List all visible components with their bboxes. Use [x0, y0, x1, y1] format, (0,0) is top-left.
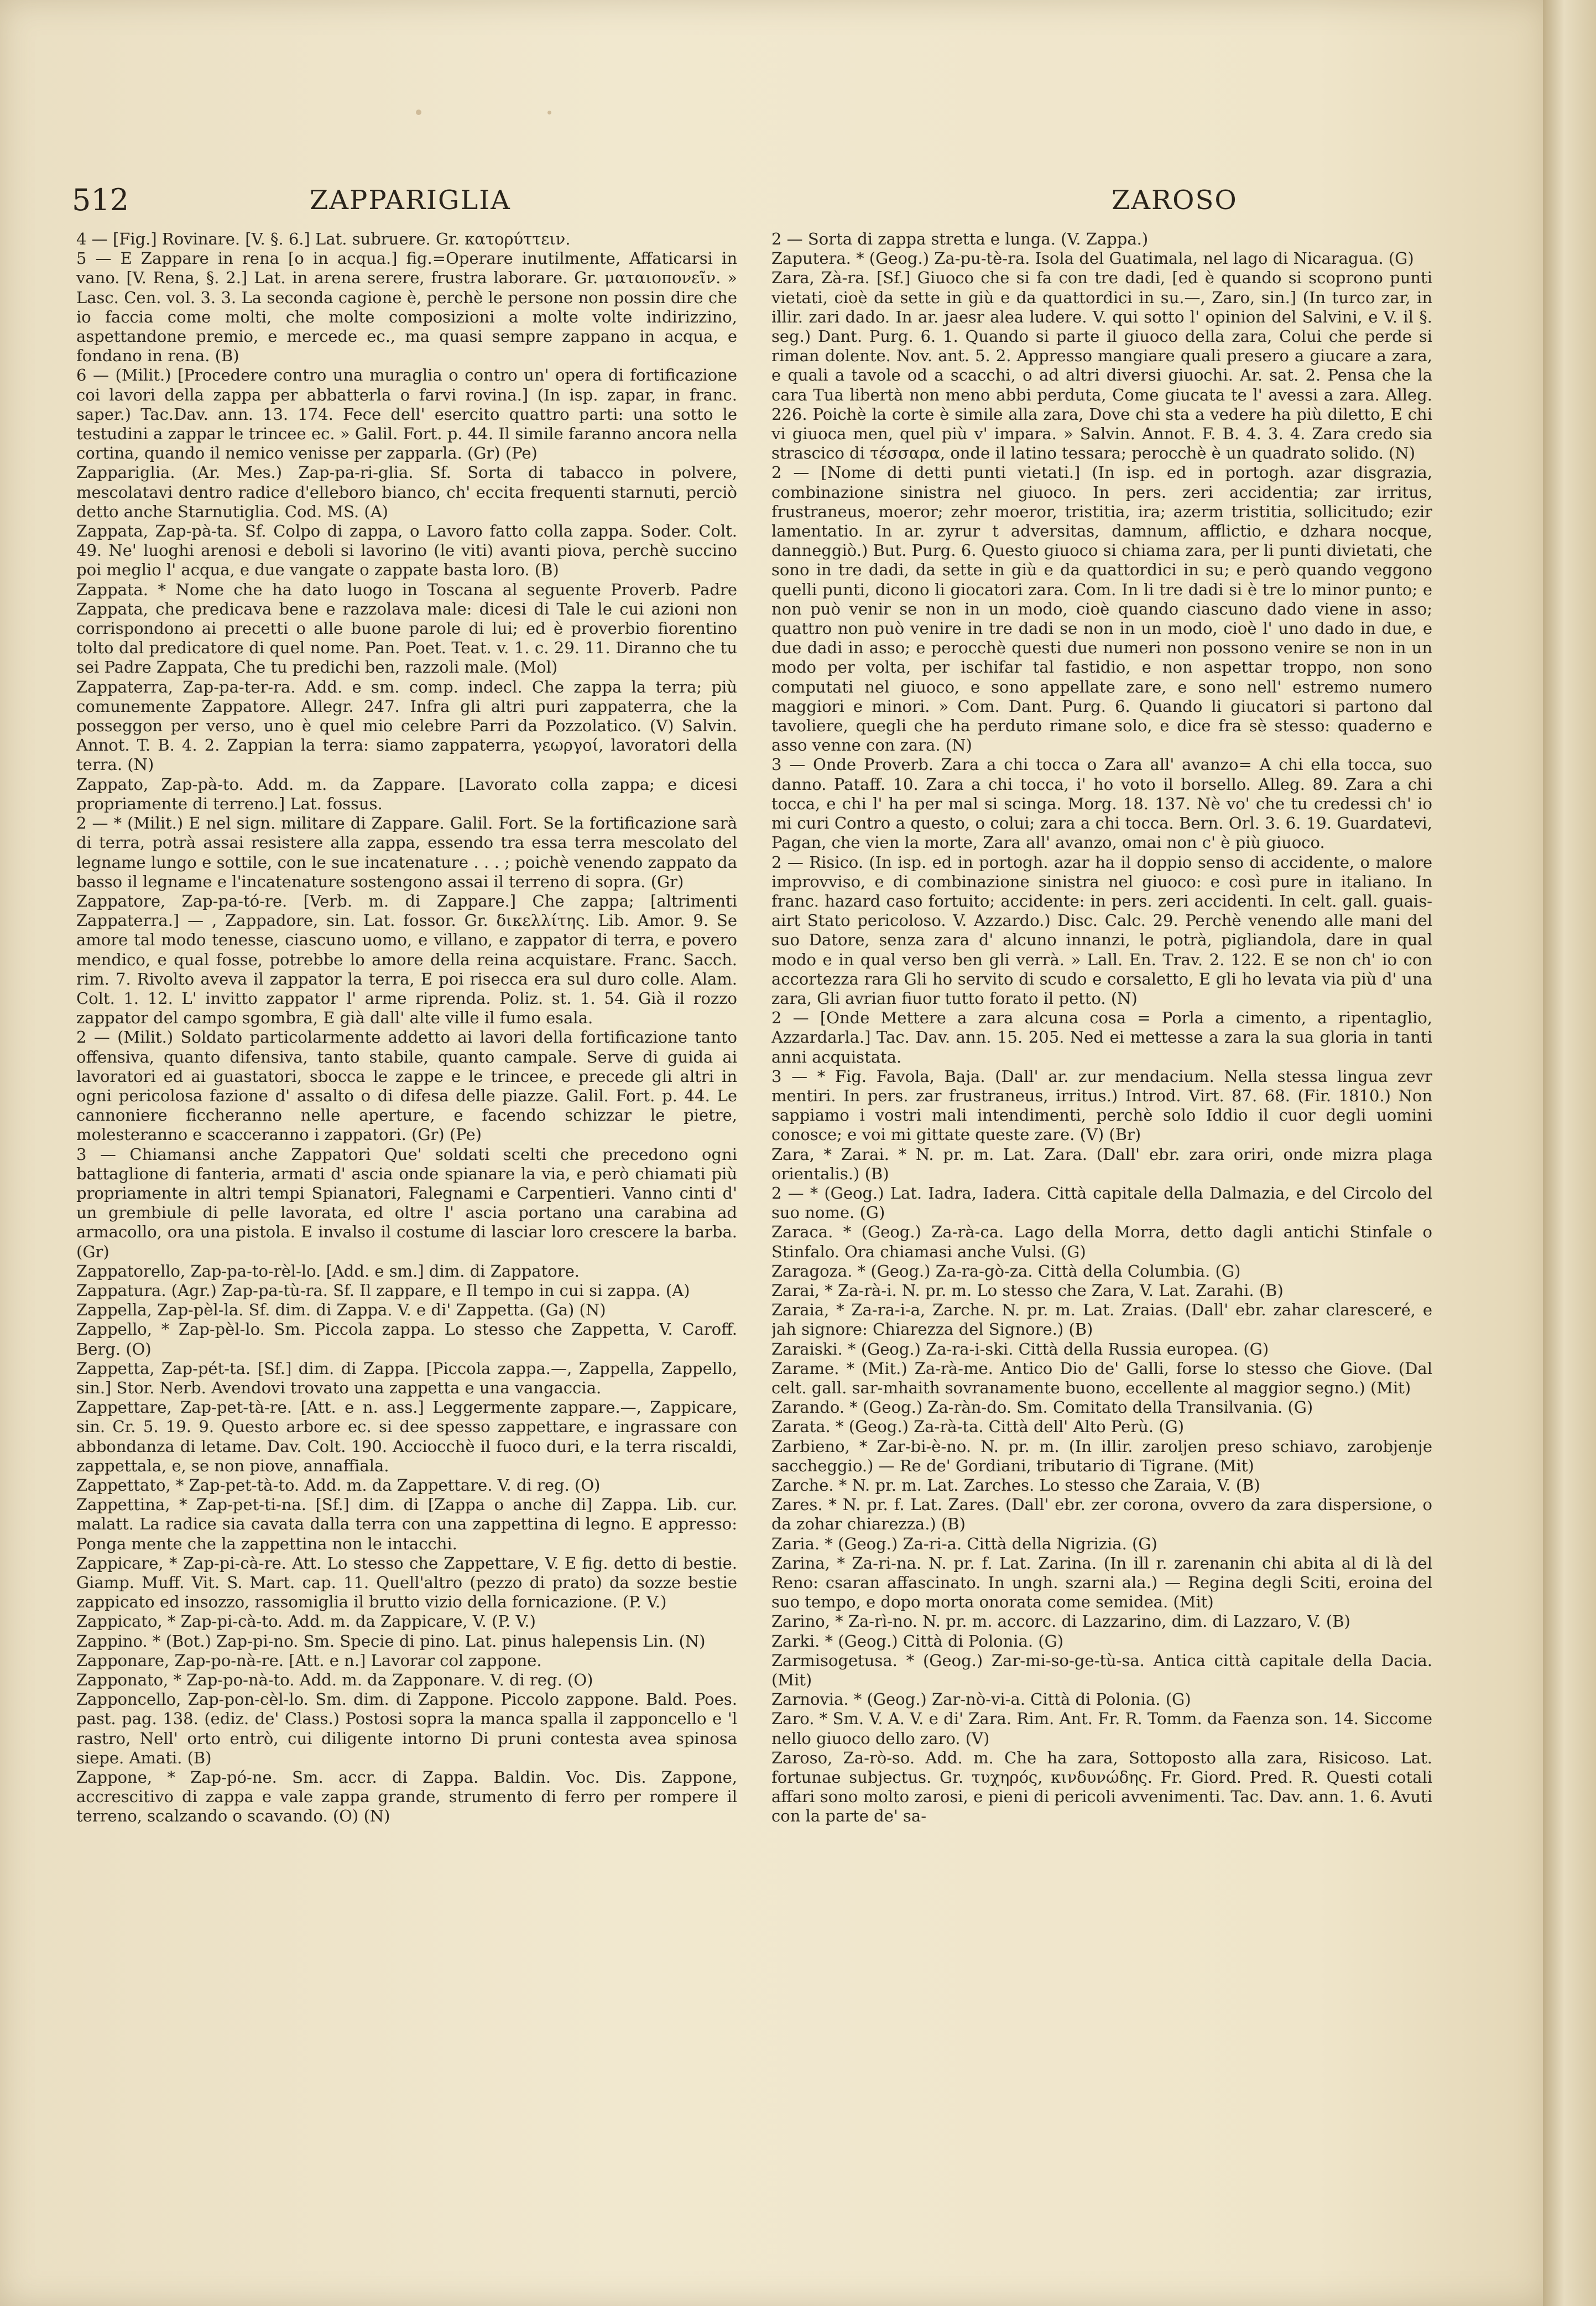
entry: 2 — Sorta di zappa stretta e lunga. (V. Zappa.) — [771, 230, 1149, 248]
entry: 6 — (Milit.) [Procedere contro una muraglia o contro un' opera di fortificazione coi lavori della zappa per abbatterla o farvi rovina.] (In isp. zapar, in franc. saper.) Tac.Dav. ann. 13. 174. Fece dell' esercito quattro parti: una sotto le testudini a zappar le trincee ec. » Galil. Fort. p. 44. Il simile faranno ancora nella cortina, quando il nemico venisse per zapparla. (Gr) (Pe) — [76, 366, 737, 463]
entry: Zappata, Zap-pà-ta. Sf. Colpo di zappa, o Lavoro fatto colla zappa. Soder. Colt. 49. Ne' luoghi arenosi e deboli si lavorino (le viti) avanti piova, perchè succino poi meglio l' acqua, e due vangate o zappate basta loro. (B) — [76, 522, 737, 580]
running-head-right: ZAROSO — [1112, 185, 1238, 216]
entry: 3 — Onde Proverb. Zara a chi tocca o Zara all' avanzo= A chi ella tocca, suo danno. Pataff. 10. Zara a chi tocca, i' ho voto il borsello. Alleg. 89. Zara a chi tocca, e chi l' ha per mal si scinga. Morg. 18. 137. Nè vo' che tu credessi ch' io mi curi Contro a questo, o colui; zara a chi tocca. Bern. Orl. 3. 6. 19. Guardatevi, Pagan, che vien la morte, Zara all' avanzo, omai non c' è più giuoco. — [771, 755, 1432, 852]
entry: Zappaterra, Zap-pa-ter-ra. Add. e sm. comp. indecl. Che zappa la terra; più comunemente Zappatore. Allegr. 247. Infra gli altri puri zappaterra, che la posseggon per verso, uno è quel mio celebre Parri da Pozzolatico. (V) Salvin. Annot. T. B. 4. 2. Zappian la terra: siamo zappaterra, γεωργοί, lavoratori della terra. (N) — [76, 677, 737, 774]
entry: Zapponcello, Zap-pon-cèl-lo. Sm. dim. di Zappone. Piccolo zappone. Bald. Poes. past. pag. 138. (ediz. de' Class.) Postosi sopra la manca spalla il zapponcello e 'l rastro, Nell' orto entrò, cui diligente intorno Di pruni contesta avea spinosa siepe. Amati. (B) — [76, 1690, 737, 1767]
entry: Zaraia, * Za-ra-i-a, Zarche. N. pr. m. Lat. Zraias. (Dall' ebr. zahar claresceré, e jah signore: Chiarezza del Signore.) (B) — [771, 1300, 1432, 1339]
entry: Zarame. * (Mit.) Za-rà-me. Antico Dio de' Galli, forse lo stesso che Giove. (Dal celt. gall. sar-mhaith sovranamente buono, eccellente al maggior segno.) (Mit) — [771, 1358, 1432, 1397]
entry: Zappicare, * Zap-pi-cà-re. Att. Lo stesso che Zappettare, V. E fig. detto di bestie. Giamp. Muff. Vit. S. Mart. cap. 11. Quell'altro (pezzo di prato) da sozze bestie zappicato ed insozzo, rassomiglia il brutto vizio della fornicazione. (P. V.) — [76, 1553, 737, 1612]
entry: 2 — (Milit.) Soldato particolarmente addetto ai lavori della fortificazione tanto offensiva, quanto difensiva, tanto stabile, quanto campale. Serve di guida ai lavoratori ed ai guastatori, sbocca le zappe e le trincee, e precede gli altri in ogni pericolosa fazione d' assalto o di difesa delle piazze. Galil. Fort. p. 44. Le cannoniere ficcheranno nelle aperture, e facendo schizzar le pietre, molesteranno e scacceranno i zappatori. (Gr) (Pe) — [76, 1028, 737, 1144]
entry: Zares. * N. pr. f. Lat. Zares. (Dall' ebr. zer corona, ovvero da zara dispersione, o da zohar chiarezza.) (B) — [771, 1495, 1432, 1534]
entry: Zarmisogetusa. * (Geog.) Zar-mi-so-ge-tù-sa. Antica città capitale della Dacia. (Mit) — [771, 1651, 1432, 1690]
entry: Zappatorello, Zap-pa-to-rèl-lo. [Add. e sm.] dim. di Zappatore. — [76, 1261, 580, 1280]
entry: Zarche. * N. pr. m. Lat. Zarches. Lo stesso che Zaraia, V. (B) — [771, 1476, 1260, 1495]
entry: Zarnovia. * (Geog.) Zar-nò-vi-a. Città di Polonia. (G) — [771, 1690, 1191, 1709]
entry: Zaroso, Za-rò-so. Add. m. Che ha zara, Sottoposto alla zara, Risicoso. Lat. fortunae subjectus. Gr. τυχηρός, κινδυνώδης. Fr. Giord. Pred. R. Questi cotali affari sono molto zarosi, e pieni di pericoli avvenimenti. Tac. Dav. ann. 1. 6. Avuti con la parte de' sa- — [771, 1748, 1432, 1826]
entry: 3 — Chiamansi anche Zappatori Que' soldati scelti che precedono ogni battaglione di fanteria, armati d' ascia onde spianare la via, e però chiamati più propriamente in altri tempi Spianatori, Falegnami e Carpentieri. Vanno cinti d' un grembiule di pelle lavorata, ed oltre l' ascia portano una carabina ad armacollo, ora una pistola. E invalso il costume di lasciar loro crescere la barba. (Gr) — [76, 1144, 737, 1261]
entry: 2 — Risico. (In isp. ed in portogh. azar ha il doppio senso di accidente, o malore improvviso, e di combinazione sinistra nel giuoco: e così pure in italiano. In franc. hazard caso fortuito; accidente: in pers. zeri accidenti. In celt. gall. guais-airt Stato pericoloso. V. Azzardo.) Disc. Calc. 29. Perchè venendo alle mani del suo Datore, senza zara d' alcuno innanzi, le potrà, pigliandola, dare in qual modo e in qual verso ben gli verrà. » Lall. En. Trav. 2. 122. E se non ch' io con accortezza rara Gli ho servito di scudo e corsaletto, E gli ho levata via più d' una zara, Gli avrian fiuor tutto forato il petto. (N) — [771, 852, 1432, 1008]
adjacent-page-edge — [1543, 0, 1596, 2306]
entry: Zappone, * Zap-pó-ne. Sm. accr. di Zappa. Baldin. Voc. Dis. Zappone, accrescitivo di zappa e vale zappa grande, strumento di ferro per rompere il terreno, scalzando o scavando. (O) (N) — [76, 1768, 737, 1826]
entry: 4 — [Fig.] Rovinare. [V. §. 6.] Lat. subruere. Gr. κατορύττειν. — [76, 230, 571, 248]
entry: Zappariglia. (Ar. Mes.) Zap-pa-ri-glia. Sf. Sorta di tabacco in polvere, mescolatavi dentro radice d'elleboro bianco, ch' eccita frequenti starnuti, perciò detto anche Starnutiglia. Cod. MS. (A) — [76, 463, 737, 521]
entry: 2 — * (Geog.) Lat. Iadra, Iadera. Città capitale della Dalmazia, e del Circolo del suo nome. (G) — [771, 1183, 1432, 1222]
entry: Zappello, * Zap-pèl-lo. Sm. Piccola zappa. Lo stesso che Zappetta, V. Caroff. Berg. (O) — [76, 1320, 737, 1358]
entry: 2 — * (Milit.) E nel sign. militare di Zappare. Galil. Fort. Se la fortificazione sarà di terra, potrà assai resistere alla zappa, essendo tra essa terra mescolato del legname lungo e sottile, con le sue incatenature . . . ; poichè venendo zappato da basso il legname e l'incatenature sostengono assai il terreno di sopra. (Gr) — [76, 814, 737, 891]
entry: Zappicato, * Zap-pi-cà-to. Add. m. da Zappicare, V. (P. V.) — [76, 1612, 536, 1631]
entry: 2 — [Nome di detti punti vietati.] (In isp. ed in portogh. azar disgrazia, combinazione sinistra nel giuoco. In pers. zeri accidentia; zar irritus, frustraneus, moeror; zehr moeror, tristitia, ira; azerm tristitia, sollicitudo; ezir lamentatio. In ar. zyrur t adversitas, damnum, afflictio, e dzhara nocque, danneggiò.) But. Purg. 6. Questo giuoco si chiama zara, per li punti divietati, che sono in tre dadi, da sette in giù e da quattordici in su; e però quando veggono quelli punti, dicono li giocatori zara. Com. In li tre dadi si è tre lo minor punto; e non può venir se non in un modo, cioè quando ciascuno dado viene in asso; quattro non può venire in tre dadi se non in un modo, cioè l' uno dado in due, e due dadi in asso; e perocchè questi due numeri non possono venire se non in un modo per volta, per ischifar tal fastidio, e non aspettar troppo, non sono computati nel giuoco, e sono appellate zare, e sono nell' estremo numero maggiori e minori. » Com. Dant. Purg. 6. Quando li giucatori si partono dal tavoliere, quegli che ha perduto rimane solo, e dice fra sè stesso: quaderno e asso venne con zara. (N) — [771, 463, 1432, 755]
entry: Zappata. * Nome che ha dato luogo in Toscana al seguente Proverb. Padre Zappata, che predicava bene e razzolava male: dicesi di Tale le cui azioni non corrispondono ai precetti o alle buone parole di lui; ed è proverbio fiorentino tolto dal predicatore di quel nome. Pan. Poet. Teat. v. 1. c. 29. 11. Diranno che tu sei Padre Zappata, Che tu predichi ben, razzoli male. (Mol) — [76, 580, 737, 677]
page-header — [72, 183, 1465, 232]
entry: Zaraca. * (Geog.) Za-rà-ca. Lago della Morra, detto dagli antichi Stinfale o Stinfalo. Ora chiamasi anche Vulsi. (G) — [771, 1222, 1432, 1261]
entry: Zappella, Zap-pèl-la. Sf. dim. di Zappa. V. e di' Zappetta. (Ga) (N) — [76, 1300, 606, 1320]
entry: Zaraiski. * (Geog.) Za-ra-i-ski. Città della Russia europea. (G) — [771, 1339, 1269, 1358]
running-head-left: ZAPPARIGLIA — [310, 185, 511, 216]
entry: Zaputera. * (Geog.) Za-pu-tè-ra. Isola del Guatimala, nel lago di Nicaragua. (G) — [771, 249, 1414, 268]
entry: 3 — * Fig. Favola, Baja. (Dall' ar. zur mendacium. Nella stessa lingua zevr mentiri. In pers. zar frustraneus, irritus.) Introd. Virt. 87. 68. (Fir. 1810.) Non sappiamo i vostri mali intendimenti, perchè solo Iddio il cuor degli uomini conosce; e voi mi gittate queste zare. (V) (Br) — [771, 1066, 1432, 1144]
right-column — [771, 230, 1432, 2033]
page-number: 512 — [72, 183, 129, 217]
entry: Zapponato, * Zap-po-nà-to. Add. m. da Zapponare. V. di reg. (O) — [76, 1670, 593, 1690]
entry: Zarki. * (Geog.) Città di Polonia. (G) — [771, 1631, 1064, 1651]
entry: Zappetta, Zap-pét-ta. [Sf.] dim. di Zappa. [Piccola zappa.—, Zappella, Zappello, sin.] Stor. Nerb. Avendovi trovato una zappetta e una vangaccia. — [76, 1358, 737, 1397]
paper-stain — [416, 110, 421, 115]
entry: 2 — [Onde Mettere a zara alcuna cosa = Porla a cimento, a ripentaglio, Azzardarla.] Tac. Dav. ann. 15. 205. Ned ei mettesse a zara la sua gloria in tanti anni acquistata. — [771, 1008, 1432, 1066]
entry: Zarbieno, * Zar-bi-è-no. N. pr. m. (In illir. zaroljen preso schiavo, zarobjenje saccheggio.) — Re de' Gordiani, tributario di Tigrane. (Mit) — [771, 1436, 1432, 1475]
entry: Zaro. * Sm. V. A. V. e di' Zara. Rim. Ant. Fr. R. Tomm. da Faenza son. 14. Siccome nello giuoco dello zaro. (V) — [771, 1709, 1432, 1748]
entry: Zarata. * (Geog.) Za-rà-ta. Città dell' Alto Perù. (G) — [771, 1417, 1185, 1436]
entry: Zarai, * Za-rà-i. N. pr. m. Lo stesso che Zara, V. Lat. Zarahi. (B) — [771, 1280, 1284, 1300]
entry: Zappettato, * Zap-pet-tà-to. Add. m. da Zappettare. V. di reg. (O) — [76, 1476, 601, 1495]
entry: Zappettina, * Zap-pet-ti-na. [Sf.] dim. di [Zappa o anche di] Zappa. Lib. cur. malatt. La radice sia cavata dalla terra con una zappettina di legno. E appresso: Ponga mente che la zappettina non le intacchi. — [76, 1495, 737, 1553]
entry: Zara, * Zarai. * N. pr. m. Lat. Zara. (Dall' ebr. zara oriri, onde mizra plaga orientalis.) (B) — [771, 1144, 1432, 1183]
paper-stain — [547, 111, 551, 114]
entry: Zappato, Zap-pà-to. Add. m. da Zappare. [Lavorato colla zappa; e dicesi propriamente di terreno.] Lat. fossus. — [76, 774, 737, 813]
entry: Zara, Zà-ra. [Sf.] Giuoco che si fa con tre dadi, [ed è quando si scoprono punti vietati, cioè da sette in giù e da quattordici in su.—, Zaro, sin.] (In turco zar, in illir. zari dado. In ar. jaesr alea ludere. V. qui sotto l' opinion del Salvini, e V. il §. seg.) Dant. Purg. 6. 1. Quando si parte il giuoco della zara, Colui che perde si riman dolente. Nov. ant. 5. 2. Appresso mangiare quali presero a giucare a zara, e quali a tavole od a scacchi, o ad altri diversi giuochi. Ar. sat. 2. Pensa che la cara Tua libertà non meno abbi perduta, Come giucata te l' avessi a zara. Alleg. 226. Poichè la corte è simile alla zara, Dove chi sta a vedere ha più diletto, E chi vi giuoca men, quel più v' impara. » Salvin. Annot. F. B. 4. 3. 4. Zara credo sia strascico di τέσσαρα, onde il latino tessara; perocchè è un quadrato solido. (N) — [771, 268, 1432, 463]
entry: Zappatore, Zap-pa-tó-re. [Verb. m. di Zappare.] Che zappa; [altrimenti Zappaterra.] — , Zappadore, sin. Lat. fossor. Gr. δικελλίτης. Lib. Amor. 9. Se amore tal modo tenesse, ciascuno uomo, e villano, e zappator di terra, e povero mendico, e qual fosse, potrebbe lo amore della reina acquistare. Franc. Sacch. rim. 7. Rivolto aveva il zappator la terra, E poi risecca era sul duro colle. Alam. Colt. 1. 12. L' invitto zappator l' arme riprenda. Poliz. st. 1. 54. Già il rozzo zappator del campo sgombra, E già dall' alte ville il fumo esala. — [76, 891, 737, 1028]
entry: Zaragoza. * (Geog.) Za-ra-gò-za. Città della Columbia. (G) — [771, 1261, 1241, 1280]
entry: Zappettare, Zap-pet-tà-re. [Att. e n. ass.] Leggermente zappare.—, Zappicare, sin. Cr. 5. 19. 9. Questo arbore ec. si dee spesso zappettare, e ingrassare con abbondanza di letame. Dav. Colt. 190. Acciocchè il fuoco duri, e la terra riscaldi, zappettala, e, se non piove, annaffiala. — [76, 1398, 737, 1475]
entry: Zarino, * Za-rì-no. N. pr. m. accorc. di Lazzarino, dim. di Lazzaro, V. (B) — [771, 1612, 1350, 1631]
entry: 5 — E Zappare in rena [o in acqua.] fig.=Operare inutilmente, Affaticarsi in vano. [V. Rena, §. 2.] Lat. in arena serere, frustra laborare. Gr. ματαιοπονεῖν. » Lasc. Cen. vol. 3. 3. La seconda cagione è, perchè le persone non possin dire che io faccia come molti, che molte composizioni a molte volte indirizzino, aspettandone premio, e mercede ec., ma quasi sempre zappano in acqua, e fondano in rena. (B) — [76, 249, 737, 366]
entry: Zappino. * (Bot.) Zap-pi-no. Sm. Specie di pino. Lat. pinus halepensis Lin. (N) — [76, 1631, 706, 1651]
entry: Zaria. * (Geog.) Za-ri-a. Città della Nigrizia. (G) — [771, 1534, 1157, 1553]
entry: Zappatura. (Agr.) Zap-pa-tù-ra. Sf. Il zappare, e Il tempo in cui si zappa. (A) — [76, 1280, 690, 1300]
entry: Zapponare, Zap-po-nà-re. [Att. e n.] Lavorar col zappone. — [76, 1651, 542, 1670]
entry: Zarina, * Za-ri-na. N. pr. f. Lat. Zarina. (In ill r. zarenanin chi abita al di là del Reno: csaran affascinato. In ungh. szarni ala.) — Regina degli Sciti, eroina del suo tempo, e dopo morta onorata come semidea. (Mit) — [771, 1553, 1432, 1612]
left-column — [76, 230, 737, 2033]
entry: Zarando. * (Geog.) Za-ràn-do. Sm. Comitato della Transilvania. (G) — [771, 1398, 1313, 1417]
